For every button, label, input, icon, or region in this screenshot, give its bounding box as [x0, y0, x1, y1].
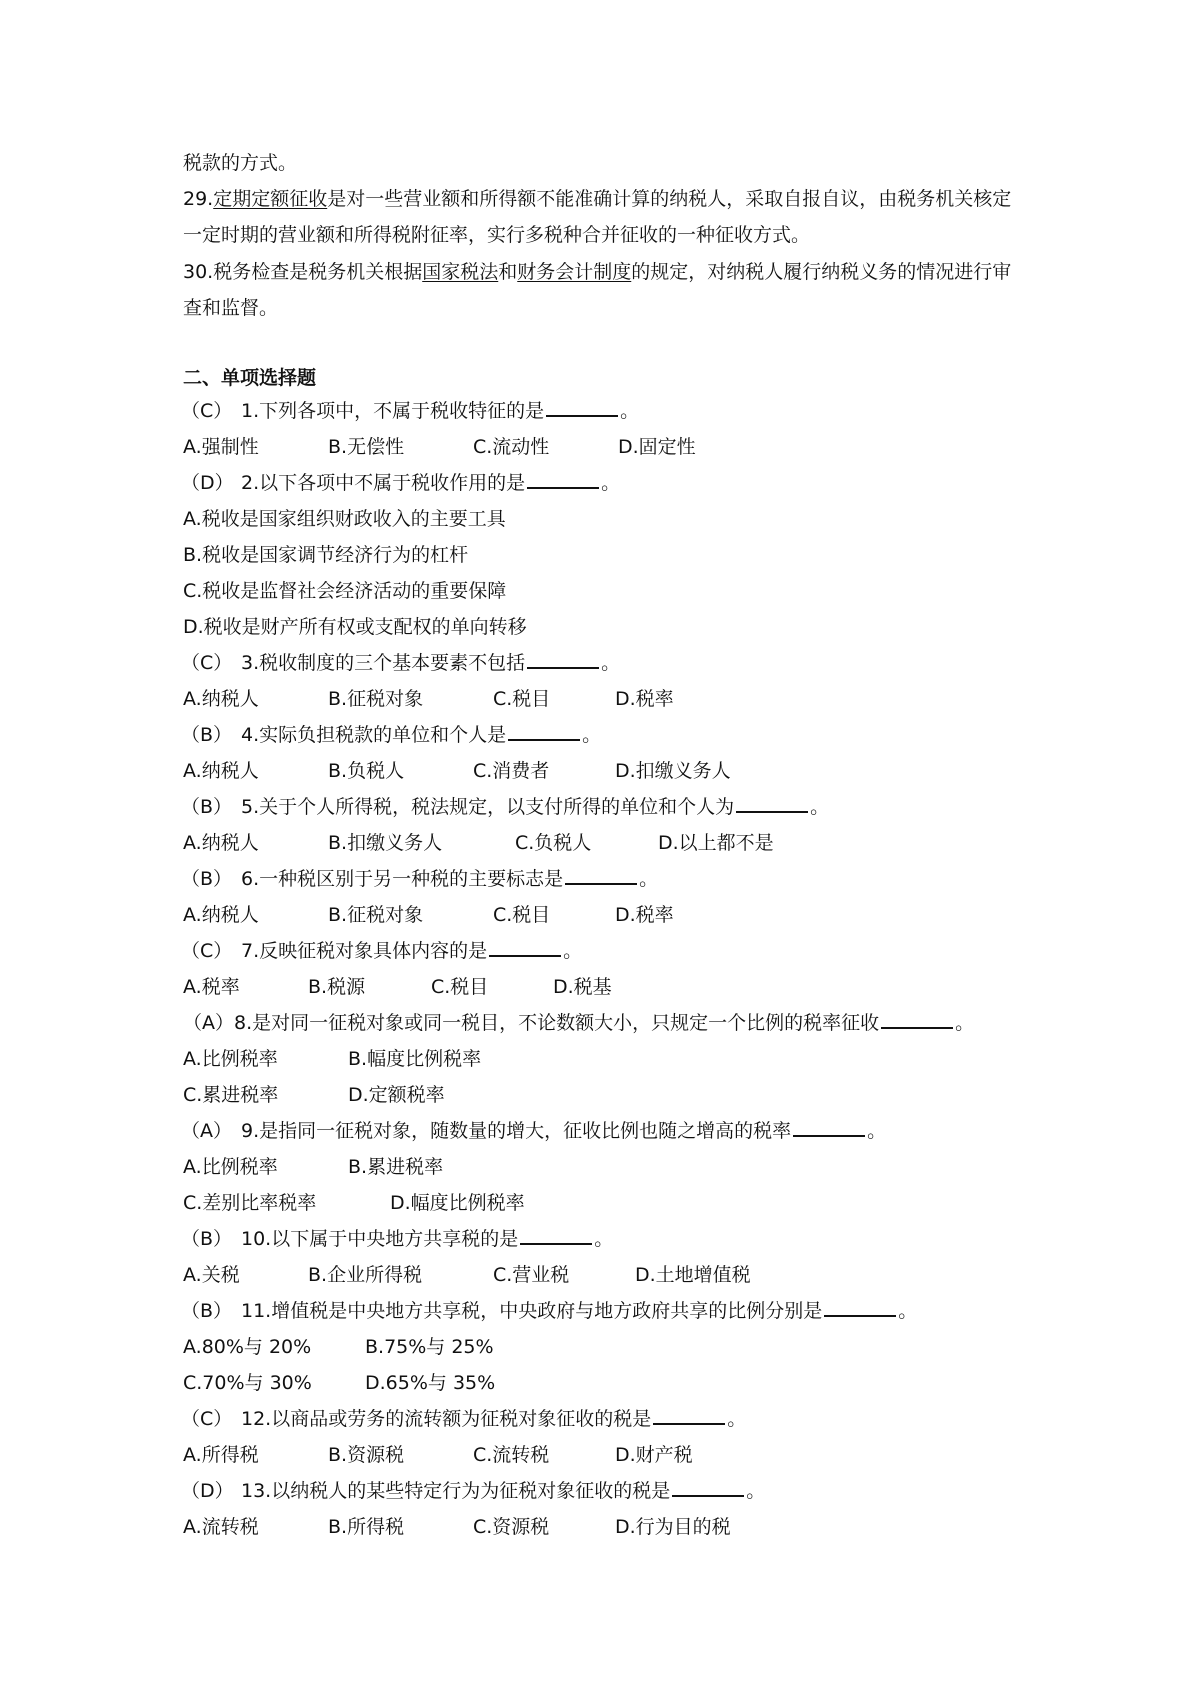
item-30-mid: 和: [498, 261, 518, 283]
answer-label: （B）: [181, 1300, 233, 1322]
option-b: B.企业所得税: [308, 1264, 423, 1286]
question-text: 7.反映征税对象具体内容的是: [241, 940, 488, 962]
question-4: [183, 720, 1021, 750]
options-1: [183, 432, 1021, 462]
question-8: [183, 1008, 1021, 1038]
answer-label: （C）: [181, 652, 233, 674]
option-c-text: C.税收是监督社会经济活动的重要保障: [183, 580, 507, 602]
answer-label: （B）: [181, 868, 233, 890]
option-b: [183, 540, 1021, 570]
question-end: 。: [620, 400, 640, 422]
option-d: D.定额税率: [348, 1084, 445, 1106]
option-b-text: B.税收是国家调节经济行为的杠杆: [183, 544, 469, 566]
item-29-term: 定期定额征收: [213, 188, 328, 210]
options-9-row1: [183, 1152, 1021, 1182]
question-end: 。: [746, 1480, 766, 1502]
option-c: C.资源税: [473, 1516, 550, 1538]
option-b: B.幅度比例税率: [348, 1048, 482, 1070]
options-4: [183, 756, 1021, 786]
item-30-pre: 30.税务检查是税务机关根据: [183, 261, 423, 283]
question-text: 6.一种税区别于另一种税的主要标志是: [241, 868, 564, 890]
item-30-term1: 国家税法: [422, 261, 499, 283]
option-c: C.负税人: [515, 832, 592, 854]
question-9: [183, 1116, 1021, 1146]
item-30-post: 的规定，对纳税人履行纳税义务的情况进行审查和监督。: [183, 261, 1012, 319]
answer-label: （B）: [181, 1228, 233, 1250]
option-d: D.财产税: [615, 1444, 693, 1466]
options-9-row2: [183, 1188, 1021, 1218]
answer-blank: [508, 721, 580, 741]
option-a: A.关税: [183, 1264, 240, 1286]
option-c: C.消费者: [473, 760, 550, 782]
question-text: 13.以纳税人的某些特定行为为征税对象征收的税是: [241, 1480, 671, 1502]
answer-label: （B）: [181, 724, 233, 746]
option-c: C.累进税率: [183, 1084, 279, 1106]
answer-label: （D）: [181, 472, 234, 494]
question-text: 9.是指同一征税对象，随数量的增大，征收比例也随之增高的税率: [241, 1120, 792, 1142]
option-b: B.负税人: [328, 760, 405, 782]
option-b: B.75%与 25%: [365, 1336, 494, 1358]
question-13: [183, 1476, 1021, 1506]
option-a: A.比例税率: [183, 1156, 278, 1178]
option-a: A.纳税人: [183, 832, 259, 854]
question-text: 12.以商品或劳务的流转额为征税对象征收的税是: [241, 1408, 652, 1430]
answer-blank: [565, 865, 637, 885]
question-2: [183, 468, 1021, 498]
answer-label: （A）: [181, 1120, 232, 1142]
option-b: B.税源: [308, 976, 366, 998]
options-7: [183, 972, 1021, 1002]
item-30-term2: 财务会计制度: [517, 261, 632, 283]
option-d-text: D.税收是财产所有权或支配权的单向转移: [183, 616, 527, 638]
option-b: B.累进税率: [348, 1156, 444, 1178]
question-1: [183, 396, 1021, 426]
options-5: [183, 828, 1021, 858]
item-29-num: 29.: [183, 188, 214, 210]
question-end: 。: [955, 1012, 975, 1034]
option-a: A.纳税人: [183, 904, 259, 926]
section-title: [183, 363, 1021, 393]
options-11-row1: [183, 1332, 1021, 1362]
answer-blank: [653, 1405, 725, 1425]
option-a: [183, 504, 1021, 534]
option-c: [183, 576, 1021, 606]
answer-blank: [527, 649, 599, 669]
option-b: B.征税对象: [328, 904, 424, 926]
item-29-text: 是对一些营业额和所得额不能准确计算的纳税人，采取自报自议，由税务机关核定一定时期的营业额和所得税附征率，实行多税种合并征收的一种征收方式。: [183, 188, 1012, 246]
continued-text: [183, 148, 1021, 178]
option-a: A.纳税人: [183, 688, 259, 710]
options-3: [183, 684, 1021, 714]
question-text: 11.增值税是中央地方共享税，中央政府与地方政府共享的比例分别是: [241, 1300, 823, 1322]
options-12: [183, 1440, 1021, 1470]
options-8-row1: [183, 1044, 1021, 1074]
option-a: A.比例税率: [183, 1048, 278, 1070]
question-text: 2.以下各项中不属于税收作用的是: [241, 472, 526, 494]
answer-label: （C）: [181, 940, 233, 962]
answer-label: （C）: [181, 400, 233, 422]
option-a-text: A.税收是国家组织财政收入的主要工具: [183, 508, 506, 530]
answer-blank: [793, 1117, 865, 1137]
continued-text-content: 税款的方式。: [183, 152, 298, 174]
question-end: 。: [898, 1300, 918, 1322]
question-text: 1.下列各项中，不属于税收特征的是: [241, 400, 545, 422]
question-text: 3.税收制度的三个基本要素不包括: [241, 652, 526, 674]
question-text: 8.是对同一征税对象或同一税目，不论数额大小，只规定一个比例的税率征收: [234, 1012, 880, 1034]
option-d: D.幅度比例税率: [390, 1192, 525, 1214]
item-30: [183, 254, 1023, 326]
options-6: [183, 900, 1021, 930]
question-end: 。: [810, 796, 830, 818]
item-29: [183, 181, 1023, 253]
option-c: C.差别比率税率: [183, 1192, 317, 1214]
option-d: [183, 612, 1021, 642]
question-5: [183, 792, 1021, 822]
question-text: 10.以下属于中央地方共享税的是: [241, 1228, 519, 1250]
question-11: [183, 1296, 1021, 1326]
question-10: [183, 1224, 1021, 1254]
option-b: B.征税对象: [328, 688, 424, 710]
answer-blank: [527, 469, 599, 489]
option-a: A.纳税人: [183, 760, 259, 782]
answer-label: （B）: [181, 796, 233, 818]
option-c: C.70%与 30%: [183, 1372, 312, 1394]
option-c: C.营业税: [493, 1264, 570, 1286]
option-d: D.税率: [615, 688, 674, 710]
option-d: D.扣缴义务人: [615, 760, 731, 782]
question-end: 。: [727, 1408, 747, 1430]
option-d: D.税基: [553, 976, 612, 998]
answer-label: （C）: [181, 1408, 233, 1430]
answer-blank: [520, 1225, 592, 1245]
answer-blank: [881, 1009, 953, 1029]
question-end: 。: [867, 1120, 887, 1142]
question-6: [183, 864, 1021, 894]
section-title-text: 二、单项选择题: [183, 367, 317, 389]
options-11-row2: [183, 1368, 1021, 1398]
option-c: C.流动性: [473, 436, 550, 458]
option-c: C.税目: [493, 688, 551, 710]
question-7: [183, 936, 1021, 966]
option-d: D.行为目的税: [615, 1516, 731, 1538]
option-d: D.土地增值税: [635, 1264, 751, 1286]
option-d: D.税率: [615, 904, 674, 926]
option-b: B.资源税: [328, 1444, 405, 1466]
question-text: 4.实际负担税款的单位和个人是: [241, 724, 507, 746]
question-end: 。: [601, 652, 621, 674]
option-a: A.强制性: [183, 436, 259, 458]
answer-blank: [736, 793, 808, 813]
option-c: C.税目: [431, 976, 489, 998]
options-8-row2: [183, 1080, 1021, 1110]
answer-blank: [672, 1477, 744, 1497]
question-end: 。: [639, 868, 659, 890]
option-a: A.所得税: [183, 1444, 259, 1466]
option-c: C.流转税: [473, 1444, 550, 1466]
question-end: 。: [594, 1228, 614, 1250]
option-b: B.扣缴义务人: [328, 832, 443, 854]
option-a: A.80%与 20%: [183, 1336, 312, 1358]
answer-blank: [824, 1297, 896, 1317]
answer-label: （D）: [181, 1480, 234, 1502]
option-b: B.无偿性: [328, 436, 405, 458]
question-end: 。: [563, 940, 583, 962]
option-d: D.以上都不是: [658, 832, 774, 854]
question-3: [183, 648, 1021, 678]
question-end: 。: [601, 472, 621, 494]
option-b: B.所得税: [328, 1516, 405, 1538]
option-d: D.65%与 35%: [365, 1372, 496, 1394]
option-d: D.固定性: [618, 436, 696, 458]
question-text: 5.关于个人所得税，税法规定，以支付所得的单位和个人为: [241, 796, 735, 818]
question-12: [183, 1404, 1021, 1434]
option-a: A.税率: [183, 976, 240, 998]
option-c: C.税目: [493, 904, 551, 926]
question-end: 。: [582, 724, 602, 746]
option-a: A.流转税: [183, 1516, 259, 1538]
answer-label: （A）: [183, 1012, 234, 1034]
options-13: [183, 1512, 1021, 1542]
options-10: [183, 1260, 1021, 1290]
answer-blank: [489, 937, 561, 957]
answer-blank: [546, 397, 618, 417]
